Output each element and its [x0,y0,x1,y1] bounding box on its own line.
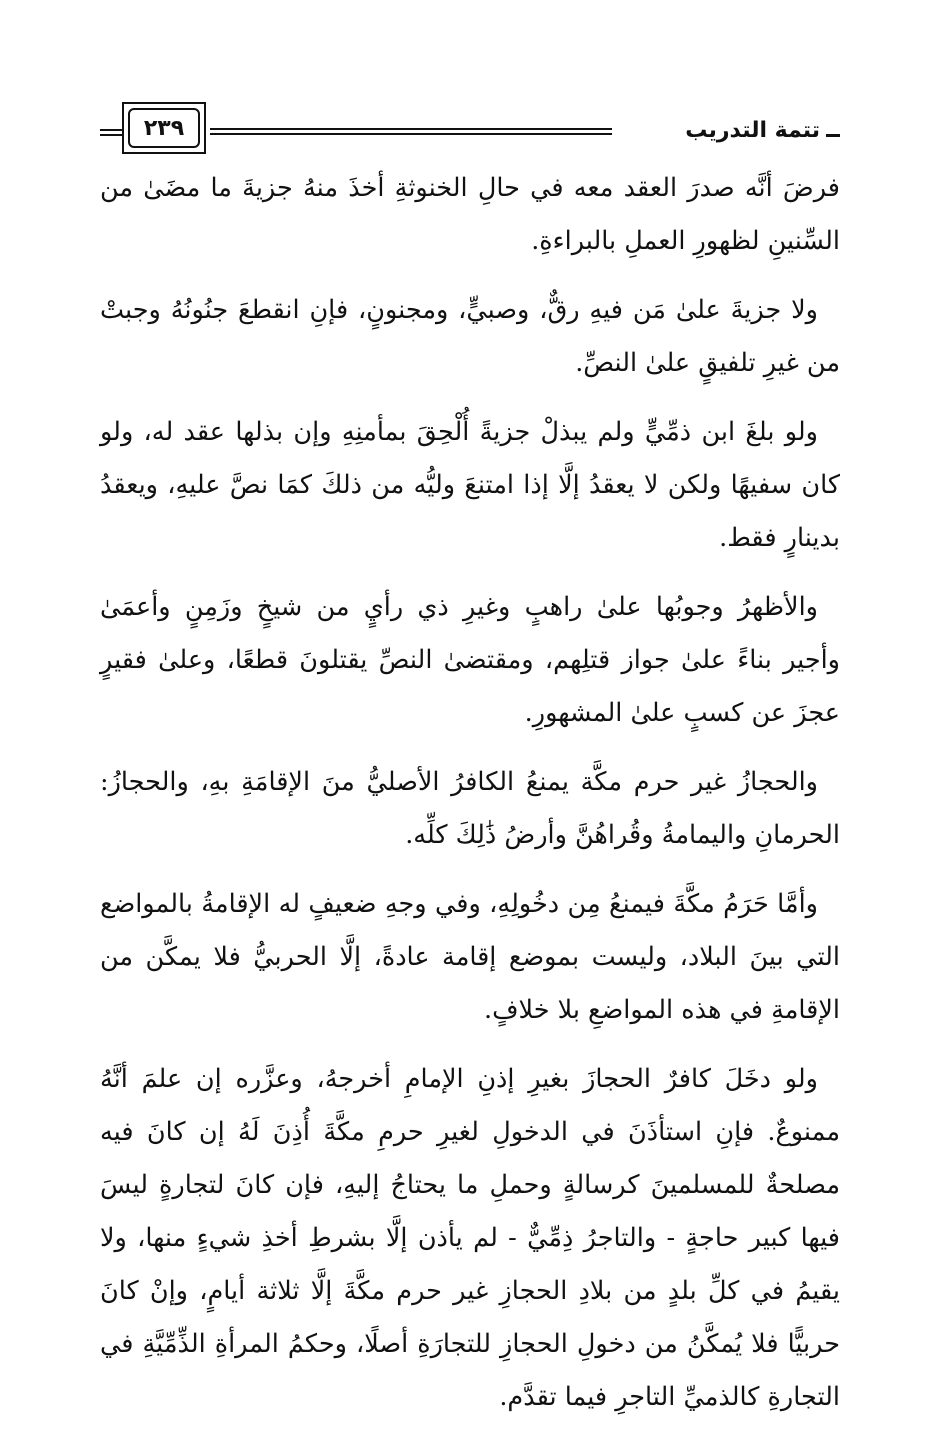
paragraph: ولا جزيةَ علىٰ مَن فيهِ رقٌّ، وصبيٍّ، ومجنونٍ، فإنِ انقطعَ جنُونُهُ وجبتْ من غيرِ تلفيقٍ علىٰ النصِّ. [100,295,840,378]
page-number: ٢٣٩ [128,108,200,148]
paragraph: ولو بلغَ ابن ذمِّيٍّ ولم يبذلْ جزيةً أُلْحِقَ بمأمنِهِ وإن بذلها عقد له، ولو كان سفيهًا ولكن لا يعقدُ إلَّا إذا امتنعَ وليُّه من ذلكَ كمَا نصَّ عليهِ، ويعقدُ بدينارٍ فقط. [100,417,840,553]
paragraph: والأظهرُ وجوبُها علىٰ راهبٍ وغيرِ ذي رأيٍ من شيخٍ وزَمِنٍ وأعمَىٰ وأجير بناءً علىٰ جواز قتلِهم، ومقتضىٰ النصِّ يقتلونَ قطعًا، وعلىٰ فقيرٍ عجزَ عن كسبٍ علىٰ المشهورِ. [100,592,840,728]
body-text [100,162,840,1440]
header-rule [210,128,612,135]
page-number-frame [122,102,206,154]
page-header [100,96,840,160]
paragraph: فرضَ أنَّه صدرَ العقد معه في حالِ الخنوثةِ أخذَ منهُ جزيةَ ما مضَىٰ من السِّنينِ لظهورِ العملِ بالبراءةِ. [100,173,840,256]
header-rule-left [100,129,122,136]
paragraph: والحجازُ غير حرم مكَّة يمنعُ الكافرُ الأصليُّ منَ الإقامَةِ بهِ، والحجازُ: الحرمانِ واليمامةُ وقُراهُنَّ وأرضُ ذَٰلِكَ كلِّه. [100,767,840,850]
paragraph: ولو دخَلَ كافرٌ الحجازَ بغيرِ إذنِ الإمامِ أخرجهُ، وعزَّره إن علمَ أنَّهُ ممنوعٌ. فإنِ استأذَنَ في الدخولِ لغيرِ حرمِ مكَّةَ أُذِنَ لَهُ إن كانَ فيه مصلحةٌ للمسلمينَ كرسالةٍ وحملِ ما يحتاجُ إليهِ، فإن كانَ لتجارةٍ ليسَ فيها كبير حاجةٍ - والتاجرُ ذِمِّيٌّ - لم يأذن إلَّا بشرطِ أخذِ شيءٍ منها، ولا يقيمُ في كلِّ بلدٍ من بلادِ الحجازِ غير حرم مكَّةَ إلَّا ثلاثة أيامٍ، وإنْ كانَ حربيًّا فلا يُمكَّنُ من دخولِ الحجازِ للتجارَةِ أصلًا، وحكمُ المرأةِ الذِّمِّيَّةِ في التجارةِ كالذميِّ التاجرِ فيما تقدَّم. [100,1064,840,1412]
paragraph: وأمَّا حَرَمُ مكَّةَ فيمنعُ مِن دخُولِهِ، وفي وجهِ ضعيفٍ له الإقامةُ بالمواضع التي بينَ البلاد، وليست بموضع إقامة عادةً، إلَّا الحربيُّ فلا يمكَّن من الإقامةِ في هذه المواضعِ بلا خلافٍ. [100,889,840,1025]
running-title: تتمة التدريب [685,118,820,143]
header-dash [826,134,840,137]
